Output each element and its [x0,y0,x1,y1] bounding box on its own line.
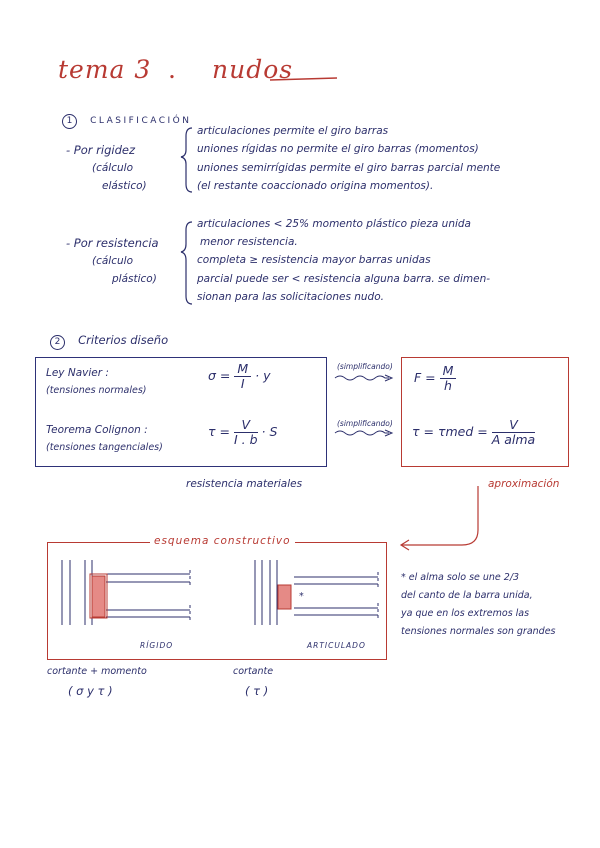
note-line-4: tensiones normales son grandes [401,626,556,637]
rigid-plate-fill [92,576,105,617]
brace-resistencia [181,222,192,304]
rigidez-label: - Por rigidez [66,143,135,157]
navier-lhs: σ = [208,368,231,383]
arrow-label-2: (simplificando) [337,419,393,428]
arrow-label-1: (simplificando) [337,362,393,371]
rigid-joint-drawing [62,560,190,625]
caption-resistencia: resistencia materiales [186,478,303,490]
below-rigid-1: cortante + momento [47,666,147,677]
schema-title: esquema constructivo [150,535,295,547]
colignon-label: Teorema Colignon : [46,424,148,436]
rigidez-line-4: (el restante coaccionado origina momentos). [197,180,434,192]
rigidez-line-3: uniones semirrígidas permite el giro barras parcial mente [197,162,501,174]
squiggle-arrow-1 [335,376,389,380]
approx1-num: M [440,364,457,379]
below-art-2: ( τ ) [245,684,269,698]
rigidez-sub2: elástico) [102,180,147,192]
schema-star: * [299,591,304,602]
label-rigido: RÍGIDO [140,641,174,650]
note-line-2: del canto de la barra unida, [401,590,533,601]
rigidez-line-2: uniones rígidas no permite el giro barras (momentos) [197,143,479,155]
articulated-joint-drawing [255,560,378,625]
section1-number: 1 [62,114,77,129]
approx1-lhs: F = [414,370,436,385]
below-rigid-2: ( σ y τ ) [68,684,113,698]
resistencia-line-5: sionan para las solicitaciones nudo. [197,291,384,303]
title-dot: . [168,55,176,84]
approx1-den: h [444,378,452,393]
red-arrow [402,486,478,545]
colignon-tail: · S [261,424,278,439]
squiggle-arrow-2 [335,431,389,435]
approx2-num: V [492,418,536,433]
resistencia-sub2: plástico) [112,273,157,285]
below-art-1: cortante [233,666,274,677]
section1-title: CLASIFICACIÓN [90,116,192,126]
resistencia-label: - Por resistencia [66,236,159,250]
resistencia-line-3: completa ≥ resistencia mayor barras unidas [197,254,431,266]
resistencia-line-1: articulaciones < 25% momento plástico pieza unida [197,218,471,230]
colignon-num: V [234,418,258,433]
rigidez-line-1: articulaciones permite el giro barras [197,125,389,137]
navier-num: M [234,362,251,377]
resistencia-line-4: parcial puede ser < resistencia alguna barra. se dimen- [197,273,491,285]
note-line-1: * el alma solo se une 2/3 [401,572,520,583]
page-subtitle: nudos [212,55,294,84]
colignon-den: I . b [233,432,258,447]
navier-den: I [240,376,245,391]
brace-rigidez [181,128,192,192]
approx2-den: A alma [491,432,536,447]
label-articulado: ARTICULADO [307,641,366,650]
title-underline [270,78,337,80]
articulated-plate-fill [278,585,291,609]
page-title: tema 3 [58,55,152,84]
section2-title: Criterios diseño [78,333,169,347]
rigidez-sub1: (cálculo [92,162,133,174]
caption-aproximacion: aproximación [488,478,560,490]
navier-tail: · y [255,368,271,383]
approx2-lhs: τ = τmed = [412,424,488,439]
resistencia-sub1: (cálculo [92,255,133,267]
note-line-3: ya que en los extremos las [401,608,530,619]
navier-label: Ley Navier : [46,367,109,379]
resistencia-line-2: menor resistencia. [200,236,298,248]
colignon-lhs: τ = [208,424,230,439]
navier-sub: (tensiones normales) [46,385,147,396]
section2-number: 2 [50,335,65,350]
colignon-sub: (tensiones tangenciales) [46,442,163,453]
